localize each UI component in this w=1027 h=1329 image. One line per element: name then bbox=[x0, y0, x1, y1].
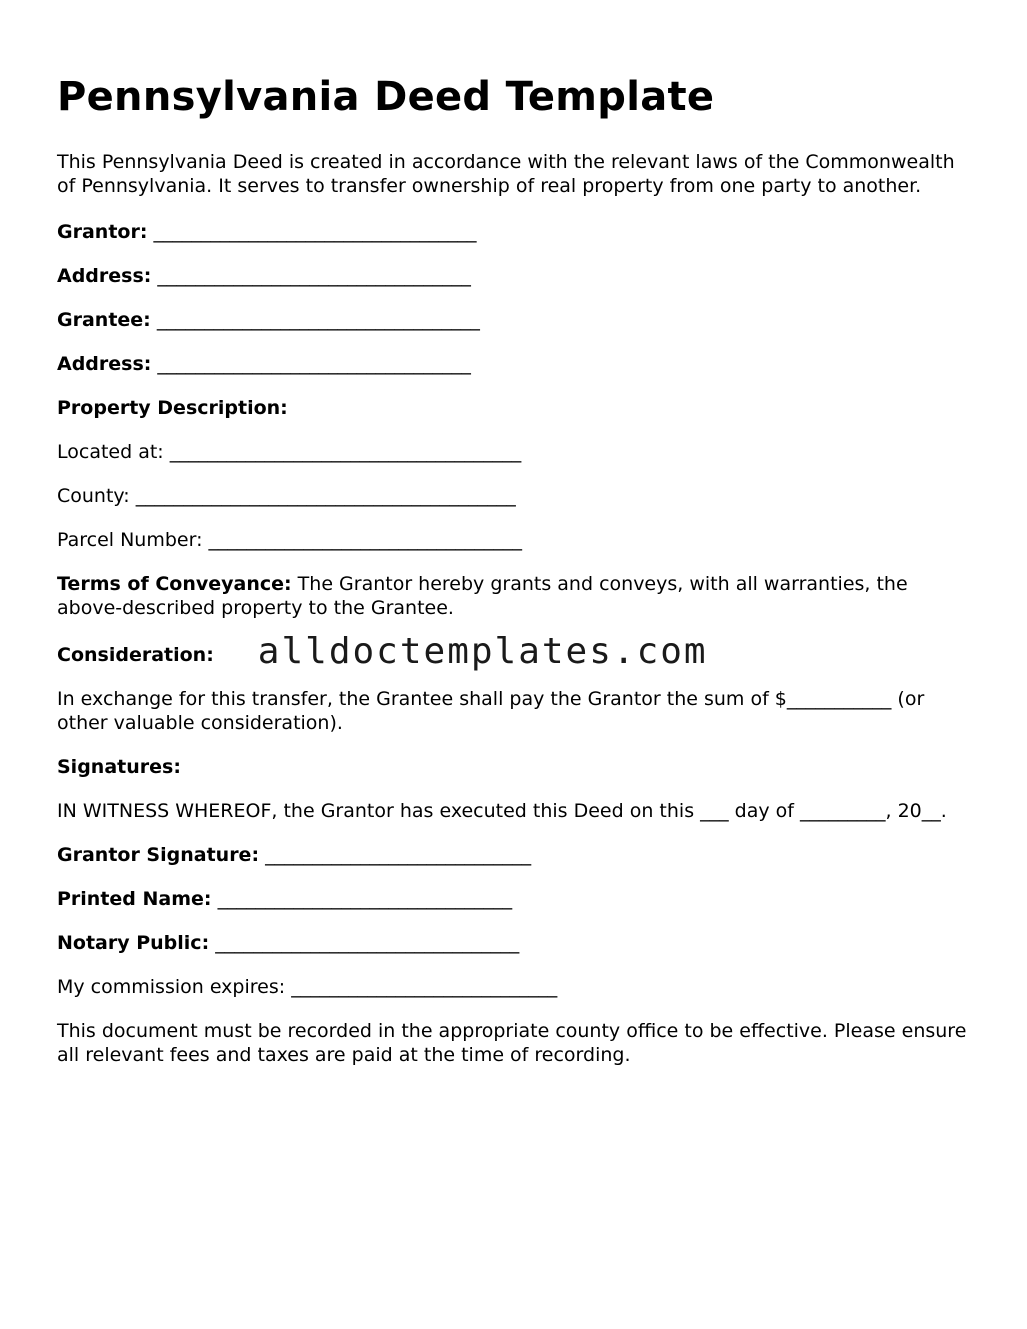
grantor-address-blank: _________________________________ bbox=[151, 265, 471, 287]
terms-text: The Grantor hereby grants and conveys, with all warranties, the above-described property to the Grantee. bbox=[57, 573, 908, 619]
grantee-label: Grantee: bbox=[57, 309, 151, 331]
grantor-field bbox=[57, 220, 971, 244]
property-description-heading: Property Description: bbox=[57, 397, 288, 419]
grantee-address-field bbox=[57, 352, 971, 376]
watermark: alldoctemplates.com bbox=[257, 631, 708, 672]
grantor-label: Grantor: bbox=[57, 221, 148, 243]
commission-expires-field: My commission expires: ____________________________ bbox=[57, 976, 558, 998]
grantor-address-field bbox=[57, 264, 971, 288]
grantor-address-label: Address: bbox=[57, 265, 152, 287]
signatures-heading: Signatures: bbox=[57, 756, 181, 778]
grantee-address-label: Address: bbox=[57, 353, 152, 375]
county-field: County: ________________________________________ bbox=[57, 485, 516, 507]
grantor-blank: __________________________________ bbox=[147, 221, 477, 243]
notary-public-blank: ________________________________ bbox=[209, 932, 520, 954]
parcel-number-field: Parcel Number: _________________________________ bbox=[57, 529, 523, 551]
printed-name-blank: _______________________________ bbox=[211, 888, 513, 910]
grantor-signature-blank: ____________________________ bbox=[259, 844, 532, 866]
consideration-text: In exchange for this transfer, the Grantee shall pay the Grantor the sum of $___________ (or other valuable consideration). bbox=[57, 688, 925, 734]
grantee-field bbox=[57, 308, 971, 332]
grantee-blank: __________________________________ bbox=[150, 309, 480, 331]
document-title: Pennsylvania Deed Template bbox=[57, 74, 715, 120]
printed-name-field bbox=[57, 887, 971, 911]
located-at-field: Located at: _____________________________________ bbox=[57, 441, 522, 463]
recording-notice: This document must be recorded in the appropriate county office to be effective. Please ensure all relevant fees and taxes are paid at the time of recording. bbox=[57, 1020, 967, 1066]
terms-of-conveyance bbox=[57, 572, 971, 620]
printed-name-label: Printed Name: bbox=[57, 888, 212, 910]
grantor-signature-label: Grantor Signature: bbox=[57, 844, 260, 866]
notary-public-label: Notary Public: bbox=[57, 932, 210, 954]
intro-paragraph: This Pennsylvania Deed is created in accordance with the relevant laws of the Commonwealth of Pennsylvania. It serves to transfer ownership of real property from one party to another. bbox=[57, 151, 955, 197]
consideration-row bbox=[57, 631, 971, 672]
terms-label: Terms of Conveyance: bbox=[57, 573, 292, 595]
grantee-address-blank: _________________________________ bbox=[151, 353, 471, 375]
grantor-signature-field bbox=[57, 843, 971, 867]
witness-clause: IN WITNESS WHEREOF, the Grantor has executed this Deed on this ___ day of _________, 20__. bbox=[57, 800, 947, 822]
consideration-label: Consideration: bbox=[57, 644, 214, 666]
notary-public-field bbox=[57, 931, 971, 955]
